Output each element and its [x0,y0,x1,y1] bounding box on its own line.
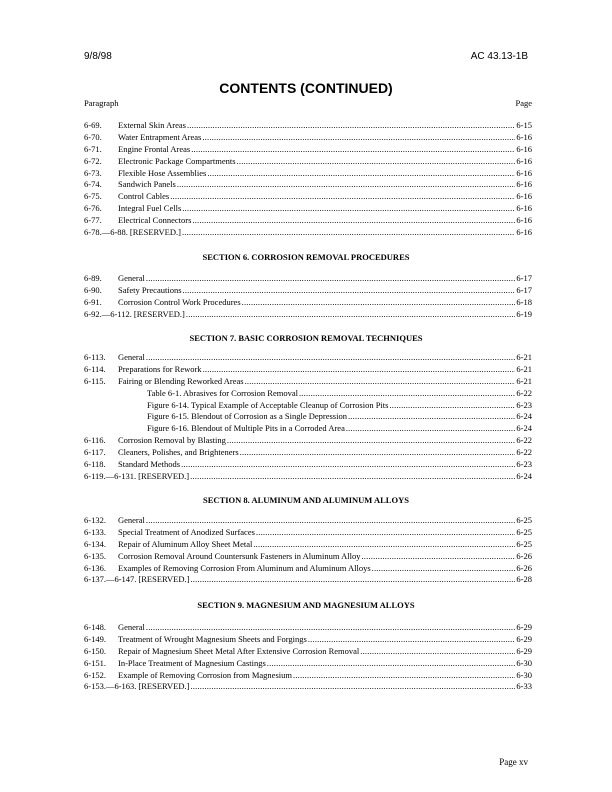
dot-leader [253,539,515,549]
toc-entry-number: 6-114. [84,363,106,374]
toc-entry-page: 6-29 [516,645,532,656]
toc-entry-title: Electrical Connectors [118,215,192,226]
toc-entry-number: 6-137.—6-147. [84,574,137,585]
toc-entry-page: 6-28 [516,574,532,585]
toc-entry-title: Corrosion Removal Around Countersunk Fasteners in Aluminum Alloy [118,550,361,561]
toc-entry-number: 6-71. [84,143,102,154]
toc-entry-number: 6-69. [84,120,102,130]
toc-entry-number: 6-74. [84,179,102,190]
toc-entry-number: 6-148. [84,622,106,632]
toc-entry-page: 6-33 [516,681,532,692]
toc-entry-page: 6-26 [516,562,532,573]
toc-entry-page: 6-16 [516,191,532,202]
toc-entry[interactable] [84,388,532,400]
dot-leader [207,168,515,178]
dot-leader [182,203,515,213]
toc-entry-page: 6-21 [516,363,532,374]
toc-entry-number: 6-90. [84,284,102,295]
toc-entry[interactable] [84,191,532,203]
toc-entry-number: 6-73. [84,167,102,178]
dot-leader [293,670,515,680]
toc-entry-title: Example of Removing Corrosion from Magnesium [118,669,292,680]
toc-entry-title: Table 6-1. Abrasives for Corrosion Removal [147,387,298,398]
toc-entry-page: 6-30 [516,669,532,680]
toc-entry-page: 6-16 [516,203,532,214]
toc-entry[interactable] [84,471,532,483]
toc-entry[interactable] [84,622,532,634]
toc-entry[interactable] [84,459,532,471]
toc-entry-title: External Skin Areas [118,120,186,130]
dot-leader [237,156,516,166]
toc-entry-title: [RESERVED.] [138,681,190,692]
toc-entry-number: 6-75. [84,191,102,202]
toc-entry[interactable] [84,658,532,670]
toc-entry-page: 6-30 [516,657,532,668]
toc-entry-page: 6-15 [516,120,532,130]
toc-entry-number: 6-151. [84,657,106,668]
toc-entry-title: Water Entrapment Areas [118,131,202,142]
toc-entry-page: 6-21 [516,352,532,362]
dot-leader [245,376,516,386]
toc-entry-title: Repair of Magnesium Sheet Metal After Extensive Corrosion Removal [118,645,360,656]
dot-leader [348,411,515,421]
toc-entry-title: Fairing or Blending Reworked Areas [118,375,244,386]
toc-entry-title: [RESERVED.] [133,308,185,319]
toc-entry-page: 6-25 [516,538,532,549]
dot-leader [190,471,515,481]
toc-entry-number: 6-149. [84,633,106,644]
toc-entry[interactable] [84,144,532,156]
toc-entry-number: 6-77. [84,215,102,226]
toc-entry[interactable] [84,551,532,563]
toc-entry[interactable] [84,646,532,658]
toc-entry[interactable] [84,156,532,168]
toc-entry[interactable] [84,634,532,646]
toc-entry[interactable] [84,364,532,376]
toc-entry[interactable] [84,168,532,180]
toc-entry-page: 6-16 [516,143,532,154]
toc-entry-title: Repair of Aluminum Alloy Sheet Metal [118,538,253,549]
toc-block [84,273,532,321]
toc-entry-title: Cleaners, Polishes, and Brighteners [118,447,239,458]
header-date: 9/8/98 [84,51,112,62]
toc-entry[interactable] [84,285,532,297]
toc-entry-number: 6-113. [84,352,106,362]
toc-entry-title: Flexible Hose Assemblies [118,167,207,178]
toc-entry-title: Corrosion Control Work Procedures [118,296,241,307]
toc-entry[interactable] [84,423,532,435]
toc-entry-page: 6-25 [516,515,532,525]
toc-entry-title: Figure 6-14. Typical Example of Acceptable Cleanup of Corrosion Pits [147,399,389,410]
toc-entry-number: 6-119.—6-131. [84,470,137,481]
toc-block [84,622,532,693]
section-heading: SECTION 9. MAGNESIUM AND MAGNESIUM ALLOYS [197,600,415,610]
toc-entry-number: 6-115. [84,375,106,386]
dot-leader [183,285,516,295]
toc-entry[interactable] [84,539,532,551]
toc-entry[interactable] [84,400,532,412]
dot-leader [190,574,515,584]
toc-entry-number: 6-89. [84,273,102,283]
toc-entry-page: 6-19 [516,308,532,319]
toc-entry-page: 6-22 [516,447,532,458]
toc-entry-page: 6-29 [516,633,532,644]
toc-block [84,515,532,586]
toc-entry-title: Safety Precautions [118,284,182,295]
toc-entry[interactable] [84,681,532,693]
toc-entry-page: 6-24 [516,423,532,434]
toc-entry-number: 6-132. [84,515,106,525]
dot-leader [146,622,516,632]
toc-entry-number: 6-135. [84,550,106,561]
toc-entry-title: Integral Fuel Cells [118,203,182,214]
dot-leader [227,435,516,445]
dot-leader [299,388,515,398]
toc-entry-page: 6-16 [516,167,532,178]
toc-entry[interactable] [84,411,532,423]
toc-entry-page: 6-16 [516,155,532,166]
toc-entry[interactable] [84,447,532,459]
dot-leader [177,179,516,189]
dot-leader [361,551,515,561]
toc-entry-title: Electronic Package Compartments [118,155,236,166]
toc-entry-title: Treatment of Wrought Magnesium Sheets and Forgings [118,633,307,644]
toc-entry-title: Control Cables [118,191,170,202]
toc-entry-page: 6-24 [516,411,532,422]
toc-entry[interactable] [84,515,532,527]
header-doc-id: AC 43.13-1B [470,51,528,62]
toc-entry-number: 6-116. [84,435,106,446]
toc-entry-number: 6-118. [84,459,106,470]
toc-entry-title: General [118,352,145,362]
toc-entry-title: Engine Frontal Areas [118,143,191,154]
toc-entry-title: [RESERVED.] [129,227,181,238]
toc-entry[interactable] [84,527,532,539]
dot-leader [360,646,515,656]
toc-entry-number: 6-133. [84,526,106,537]
dot-leader [146,515,516,525]
toc-entry-title: Special Treatment of Anodized Surfaces [118,526,255,537]
toc-entry-number: 6-78.—6-88. [84,227,128,238]
toc-entry[interactable] [84,574,532,586]
toc-entry-number: 6-150. [84,645,106,656]
toc-entry-number: 6-91. [84,296,102,307]
toc-entry-page: 6-22 [516,435,532,446]
toc-entry-page: 6-25 [516,526,532,537]
toc-entry-page: 6-16 [516,227,532,238]
toc-entry[interactable] [84,215,532,227]
toc-block [84,352,532,483]
dot-leader [181,459,515,469]
dot-leader [389,400,515,410]
toc-entry-number: 6-153.—6-163. [84,681,137,692]
toc-entry-title: Corrosion Removal by Blasting [118,435,226,446]
toc-entry-number: 6-72. [84,155,102,166]
toc-entry-page: 6-18 [516,296,532,307]
page-title: CONTENTS (CONTINUED) [219,80,393,96]
toc-entry-page: 6-16 [516,215,532,226]
dot-leader [190,681,515,691]
toc-entry-page: 6-16 [516,131,532,142]
dot-leader [256,527,515,537]
toc-entry-title: Figure 6-15. Blendout of Corrosion as a Single Depression [147,411,347,422]
column-header-page: Page [515,98,532,108]
toc-entry-page: 6-17 [516,273,532,283]
toc-entry-page: 6-29 [516,622,532,632]
toc-entry[interactable] [84,179,532,191]
toc-entry-title: Sandwich Panels [118,179,176,190]
dot-leader [146,273,516,283]
column-header-paragraph: Paragraph [84,98,119,108]
toc-entry-page: 6-24 [516,470,532,481]
section-heading: SECTION 8. ALUMINUM AND ALUMINUM ALLOYS [203,495,409,505]
toc-entry-page: 6-16 [516,179,532,190]
dot-leader [308,634,516,644]
toc-entry[interactable] [84,203,532,215]
dot-leader [187,120,515,130]
dot-leader [191,144,515,154]
dot-leader [372,563,516,573]
toc-entry-title: Preparations for Rework [118,363,202,374]
toc-entry[interactable] [84,376,532,388]
toc-entry[interactable] [84,435,532,447]
toc-entry[interactable] [84,563,532,575]
dot-leader [346,423,516,433]
dot-leader [182,227,515,237]
toc-entry-title: In-Place Treatment of Magnesium Castings [118,657,266,668]
toc-entry-page: 6-22 [516,387,532,398]
toc-entry-page: 6-23 [516,399,532,410]
toc-entry-title: Examples of Removing Corrosion From Aluminum and Aluminum Alloys [118,562,371,573]
dot-leader [146,352,516,362]
toc-entry-page: 6-17 [516,284,532,295]
toc-entry-number: 6-117. [84,447,106,458]
toc-entry-number: 6-136. [84,562,106,573]
toc-entry[interactable] [84,227,532,239]
toc-entry-number: 6-134. [84,538,106,549]
toc-entry[interactable] [84,273,532,285]
toc-entry[interactable] [84,132,532,144]
toc-entry-title: General [118,273,145,283]
toc-entry-number: 6-76. [84,203,102,214]
toc-entry[interactable] [84,670,532,682]
section-heading: SECTION 7. BASIC CORROSION REMOVAL TECHNIQUES [189,333,423,343]
dot-leader [170,191,515,201]
toc-entry-number: 6-70. [84,131,102,142]
toc-entry-page: 6-23 [516,459,532,470]
dot-leader [203,364,516,374]
toc-entry-title: [RESERVED.] [138,470,190,481]
toc-entry-title: Figure 6-16. Blendout of Multiple Pits in a Corroded Area [147,423,345,434]
dot-leader [242,297,516,307]
section-heading: SECTION 6. CORROSION REMOVAL PROCEDURES [202,252,410,262]
toc-block [84,120,532,239]
toc-entry-page: 6-21 [516,375,532,386]
dot-leader [192,215,515,225]
toc-entry[interactable] [84,309,532,321]
toc-entry-title: [RESERVED.] [138,574,190,585]
toc-entry-title: General [118,515,145,525]
dot-leader [202,132,515,142]
toc-entry[interactable] [84,120,532,132]
toc-entry-number: 6-92.—6-112. [84,308,132,319]
dot-leader [240,447,516,457]
toc-entry-title: General [118,622,145,632]
toc-entry[interactable] [84,352,532,364]
dot-leader [267,658,516,668]
page-number-footer: Page xv [499,757,528,767]
toc-entry[interactable] [84,297,532,309]
dot-leader [186,309,516,319]
toc-entry-number: 6-152. [84,669,106,680]
toc-entry-page: 6-26 [516,550,532,561]
toc-entry-title: Standard Methods [118,459,181,470]
